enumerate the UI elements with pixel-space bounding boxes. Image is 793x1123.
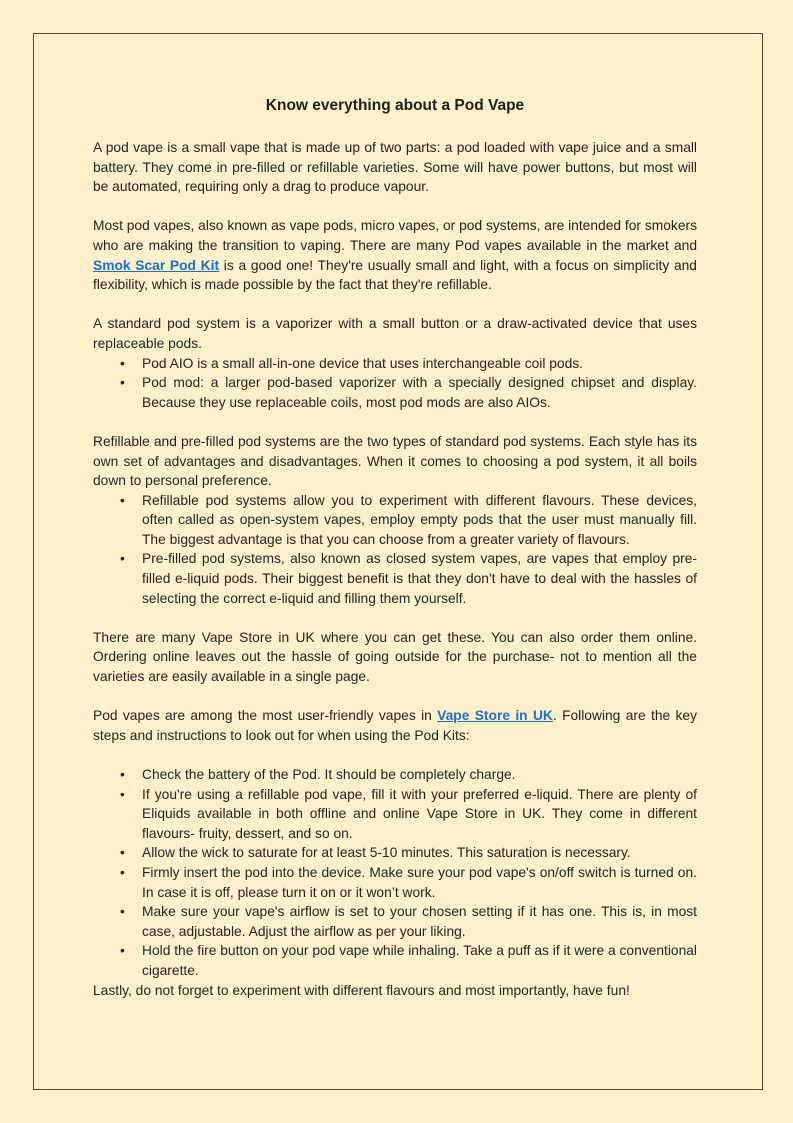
text-run: Hold the fire button on your pod vape while inhaling. Take a puff as if it were a conventional cigarette. <box>142 943 697 978</box>
paragraph <box>93 432 697 491</box>
text-run: Firmly insert the pod into the device. Make sure your pod vape's on/off switch is turned on. In case it is off, please turn it on or it won’t work. <box>142 864 697 900</box>
text-run: Pre-filled pod systems, also known as closed system vapes, are vapes that employ pre-filled e-liquid pods. Their biggest benefit is that they don't have to deal with the hassles of selecting the correct e-liquid and filling them yourself. <box>142 551 697 606</box>
paragraph <box>93 981 697 1001</box>
text-run: Pod vapes are among the most user-friendly vapes in <box>93 708 438 724</box>
paragraph <box>93 216 697 294</box>
text-run: Pod AIO is a small all-in-one device that uses interchangeable coil pods. <box>142 355 583 371</box>
bullet-item <box>93 491 697 550</box>
vape-store-in-uk-link[interactable]: Vape Store in UK <box>437 708 553 724</box>
text-run: Make sure your vape's airflow is set to your chosen setting if it has one. This is, in most case, adjustable. Adjust the airflow as per your liking. <box>142 904 697 939</box>
document-body <box>93 138 697 1000</box>
text-run: Refillable and pre-filled pod systems are the two types of standard pod systems. Each style has its own set of advantages and disadvantages. When it comes to choosing a pod system, it all boils down to personal preference. <box>93 433 697 489</box>
text-run: Pod mod: a larger pod-based vaporizer with a specially designed chipset and display. Because they use replaceable coils, most pod mods are also AIOs. <box>142 375 697 410</box>
text-run: Check the battery of the Pod. It should be completely charge. <box>142 767 516 782</box>
text-run: A pod vape is a small vape that is made up of two parts: a pod loaded with vape juice and a small battery. They come in pre-filled or refillable varieties. Some will have power buttons, but most will be automated, requiring only a drag to produce vapour. <box>93 140 697 195</box>
bullet-item <box>93 549 697 608</box>
bullet-list <box>93 491 697 609</box>
bullet-item <box>93 373 697 412</box>
bullet-item <box>93 863 697 902</box>
smok-scar-pod-kit-link[interactable]: Smok Scar Pod Kit <box>93 257 220 273</box>
paragraph <box>93 706 697 745</box>
paragraph <box>93 138 697 197</box>
bullet-item <box>93 941 697 980</box>
bullet-item <box>93 765 697 785</box>
text-run: Most pod vapes, also known as vape pods, micro vapes, or pod systems, are intended for smokers who are making the transition to vaping. There are many Pod vapes available in the market and <box>93 218 697 253</box>
text-run: A standard pod system is a vaporizer with a small button or a draw-activated device that uses replaceable pods. <box>93 316 697 351</box>
paragraph <box>93 314 697 353</box>
document-title: Know everything about a Pod Vape <box>265 97 525 114</box>
bullet-item <box>93 354 697 374</box>
text-run: There are many Vape Store in UK where you can get these. You can also order them online. Ordering online leaves out the hassle of going outside for the purchase- not to mention all the varieties are easily available in a single page. <box>93 629 697 685</box>
bullet-item <box>93 843 697 863</box>
text-run: Lastly, do not forget to experiment with different flavours and most importantly, have fun! <box>93 982 630 998</box>
text-run: Allow the wick to saturate for at least 5-10 minutes. This saturation is necessary. <box>142 845 631 861</box>
text-run: If you're using a refillable pod vape, fill it with your preferred e-liquid. There are plenty of Eliquids available in both offline and online Vape Store in UK. They come in different flavours- fruity, dessert, and so on. <box>142 786 697 841</box>
bullet-item <box>93 902 697 941</box>
paragraph <box>93 628 697 687</box>
bullet-list <box>93 765 697 981</box>
text-run: is a good one! They're usually small and light, with a focus on simplicity and flexibility, which is made possible by the fact that they're refillable. <box>93 257 697 293</box>
bullet-item <box>93 785 697 844</box>
document-content <box>34 34 762 1000</box>
text-run: . Following are the key steps and instructions to look out for when using the Pod Kits: <box>93 708 697 743</box>
page-border-frame <box>33 33 763 1090</box>
bullet-list <box>93 354 697 413</box>
text-run: Refillable pod systems allow you to experiment with different flavours. These devices, often called as open-system vapes, employ empty pods that the user must manually fill. The biggest advantage is that you can choose from a greater variety of flavours. <box>142 492 697 547</box>
